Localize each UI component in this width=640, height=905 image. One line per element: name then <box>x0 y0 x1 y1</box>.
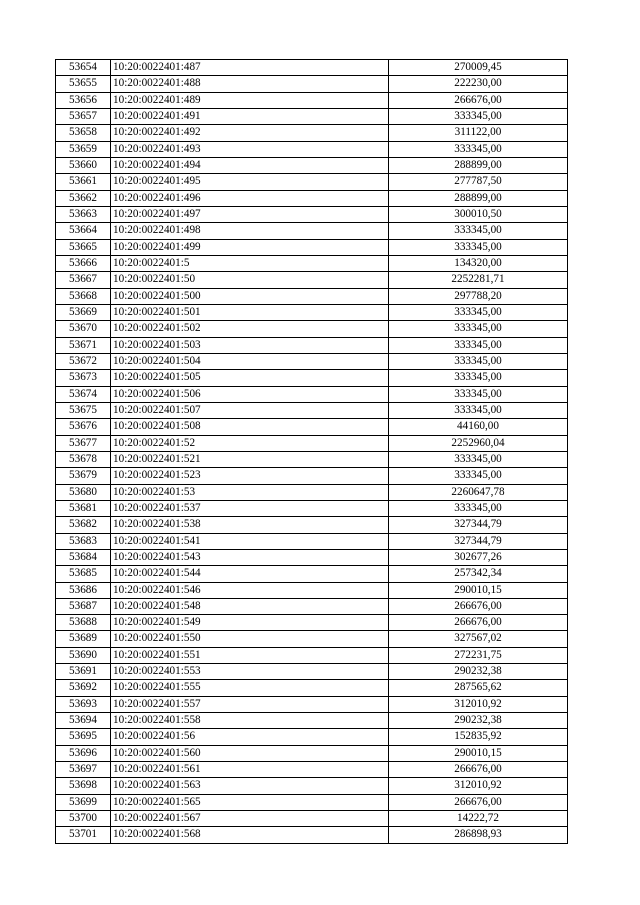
row-number-cell: 53677 <box>56 435 111 451</box>
row-number-cell: 53672 <box>56 353 111 369</box>
table-row <box>56 92 568 108</box>
cadastral-value-cell: 333345,00 <box>389 468 568 484</box>
table-row <box>56 206 568 222</box>
cadastral-value-cell: 134320,00 <box>389 255 568 271</box>
table-row <box>56 272 568 288</box>
table-row <box>56 762 568 778</box>
cadastral-number-cell: 10:20:0022401:501 <box>111 304 389 320</box>
cadastral-value-cell: 297788,20 <box>389 288 568 304</box>
row-number-cell: 53683 <box>56 533 111 549</box>
row-number-cell: 53700 <box>56 811 111 827</box>
row-number-cell: 53690 <box>56 647 111 663</box>
row-number-cell: 53691 <box>56 664 111 680</box>
table-row <box>56 794 568 810</box>
cadastral-number-cell: 10:20:0022401:523 <box>111 468 389 484</box>
cadastral-number-cell: 10:20:0022401:488 <box>111 76 389 92</box>
cadastral-value-cell: 290232,38 <box>389 713 568 729</box>
cadastral-value-cell: 327344,79 <box>389 517 568 533</box>
table-row <box>56 484 568 500</box>
table-row <box>56 680 568 696</box>
cadastral-number-cell: 10:20:0022401:491 <box>111 108 389 124</box>
cadastral-number-cell: 10:20:0022401:565 <box>111 794 389 810</box>
table-row <box>56 827 568 843</box>
row-number-cell: 53658 <box>56 125 111 141</box>
cadastral-number-cell: 10:20:0022401:5 <box>111 255 389 271</box>
cadastral-value-cell: 152835,92 <box>389 729 568 745</box>
cadastral-value-cell: 312010,92 <box>389 696 568 712</box>
cadastral-value-cell: 266676,00 <box>389 794 568 810</box>
row-number-cell: 53679 <box>56 468 111 484</box>
cadastral-number-cell: 10:20:0022401:521 <box>111 451 389 467</box>
cadastral-value-cell: 2260647,78 <box>389 484 568 500</box>
cadastral-number-cell: 10:20:0022401:499 <box>111 239 389 255</box>
row-number-cell: 53682 <box>56 517 111 533</box>
cadastral-value-table <box>55 59 568 844</box>
table-row <box>56 141 568 157</box>
table-row <box>56 353 568 369</box>
cadastral-number-cell: 10:20:0022401:504 <box>111 353 389 369</box>
row-number-cell: 53660 <box>56 157 111 173</box>
cadastral-number-cell: 10:20:0022401:56 <box>111 729 389 745</box>
cadastral-number-cell: 10:20:0022401:495 <box>111 174 389 190</box>
table-row <box>56 370 568 386</box>
cadastral-number-cell: 10:20:0022401:558 <box>111 713 389 729</box>
row-number-cell: 53670 <box>56 321 111 337</box>
cadastral-number-cell: 10:20:0022401:544 <box>111 566 389 582</box>
cadastral-value-cell: 266676,00 <box>389 92 568 108</box>
cadastral-value-cell: 333345,00 <box>389 304 568 320</box>
cadastral-number-cell: 10:20:0022401:557 <box>111 696 389 712</box>
table-body <box>56 60 568 844</box>
cadastral-value-cell: 2252960,04 <box>389 435 568 451</box>
row-number-cell: 53678 <box>56 451 111 467</box>
table-row <box>56 598 568 614</box>
table-row <box>56 631 568 647</box>
cadastral-number-cell: 10:20:0022401:560 <box>111 745 389 761</box>
row-number-cell: 53676 <box>56 419 111 435</box>
cadastral-value-cell: 311122,00 <box>389 125 568 141</box>
cadastral-number-cell: 10:20:0022401:567 <box>111 811 389 827</box>
cadastral-number-cell: 10:20:0022401:561 <box>111 762 389 778</box>
row-number-cell: 53663 <box>56 206 111 222</box>
row-number-cell: 53694 <box>56 713 111 729</box>
cadastral-number-cell: 10:20:0022401:500 <box>111 288 389 304</box>
row-number-cell: 53666 <box>56 255 111 271</box>
cadastral-value-cell: 290232,38 <box>389 664 568 680</box>
cadastral-number-cell: 10:20:0022401:543 <box>111 549 389 565</box>
cadastral-value-cell: 312010,92 <box>389 778 568 794</box>
cadastral-value-cell: 302677,26 <box>389 549 568 565</box>
row-number-cell: 53667 <box>56 272 111 288</box>
table-row <box>56 566 568 582</box>
table-row <box>56 696 568 712</box>
row-number-cell: 53665 <box>56 239 111 255</box>
cadastral-value-cell: 266676,00 <box>389 762 568 778</box>
cadastral-value-cell: 14222,72 <box>389 811 568 827</box>
table-row <box>56 125 568 141</box>
table-row <box>56 664 568 680</box>
table-row <box>56 239 568 255</box>
cadastral-number-cell: 10:20:0022401:549 <box>111 615 389 631</box>
cadastral-number-cell: 10:20:0022401:551 <box>111 647 389 663</box>
cadastral-value-cell: 333345,00 <box>389 321 568 337</box>
cadastral-number-cell: 10:20:0022401:489 <box>111 92 389 108</box>
row-number-cell: 53656 <box>56 92 111 108</box>
row-number-cell: 53699 <box>56 794 111 810</box>
cadastral-number-cell: 10:20:0022401:550 <box>111 631 389 647</box>
row-number-cell: 53687 <box>56 598 111 614</box>
row-number-cell: 53655 <box>56 76 111 92</box>
cadastral-value-cell: 333345,00 <box>389 500 568 516</box>
cadastral-number-cell: 10:20:0022401:53 <box>111 484 389 500</box>
cadastral-number-cell: 10:20:0022401:494 <box>111 157 389 173</box>
row-number-cell: 53664 <box>56 223 111 239</box>
cadastral-value-cell: 333345,00 <box>389 353 568 369</box>
cadastral-value-cell: 44160,00 <box>389 419 568 435</box>
table-row <box>56 60 568 76</box>
cadastral-number-cell: 10:20:0022401:555 <box>111 680 389 696</box>
cadastral-number-cell: 10:20:0022401:497 <box>111 206 389 222</box>
cadastral-value-cell: 333345,00 <box>389 402 568 418</box>
table-row <box>56 549 568 565</box>
table-row <box>56 435 568 451</box>
cadastral-number-cell: 10:20:0022401:493 <box>111 141 389 157</box>
cadastral-number-cell: 10:20:0022401:537 <box>111 500 389 516</box>
row-number-cell: 53696 <box>56 745 111 761</box>
row-number-cell: 53669 <box>56 304 111 320</box>
cadastral-number-cell: 10:20:0022401:508 <box>111 419 389 435</box>
cadastral-value-cell: 333345,00 <box>389 239 568 255</box>
table-row <box>56 386 568 402</box>
cadastral-value-cell: 272231,75 <box>389 647 568 663</box>
cadastral-value-cell: 290010,15 <box>389 582 568 598</box>
row-number-cell: 53680 <box>56 484 111 500</box>
row-number-cell: 53695 <box>56 729 111 745</box>
table-row <box>56 255 568 271</box>
cadastral-value-cell: 286898,93 <box>389 827 568 843</box>
row-number-cell: 53698 <box>56 778 111 794</box>
cadastral-number-cell: 10:20:0022401:503 <box>111 337 389 353</box>
cadastral-number-cell: 10:20:0022401:505 <box>111 370 389 386</box>
cadastral-value-cell: 333345,00 <box>389 370 568 386</box>
table-row <box>56 223 568 239</box>
cadastral-value-cell: 333345,00 <box>389 141 568 157</box>
cadastral-value-cell: 270009,45 <box>389 60 568 76</box>
table-row <box>56 745 568 761</box>
cadastral-number-cell: 10:20:0022401:548 <box>111 598 389 614</box>
cadastral-number-cell: 10:20:0022401:568 <box>111 827 389 843</box>
table-row <box>56 468 568 484</box>
cadastral-number-cell: 10:20:0022401:563 <box>111 778 389 794</box>
cadastral-value-cell: 288899,00 <box>389 190 568 206</box>
row-number-cell: 53659 <box>56 141 111 157</box>
table-row <box>56 811 568 827</box>
cadastral-number-cell: 10:20:0022401:506 <box>111 386 389 402</box>
table-row <box>56 582 568 598</box>
table-row <box>56 615 568 631</box>
cadastral-number-cell: 10:20:0022401:52 <box>111 435 389 451</box>
row-number-cell: 53657 <box>56 108 111 124</box>
cadastral-value-cell: 2252281,71 <box>389 272 568 288</box>
table-row <box>56 76 568 92</box>
cadastral-value-cell: 327344,79 <box>389 533 568 549</box>
row-number-cell: 53674 <box>56 386 111 402</box>
row-number-cell: 53681 <box>56 500 111 516</box>
cadastral-value-cell: 333345,00 <box>389 337 568 353</box>
cadastral-value-cell: 333345,00 <box>389 451 568 467</box>
table-row <box>56 713 568 729</box>
row-number-cell: 53685 <box>56 566 111 582</box>
cadastral-value-cell: 333345,00 <box>389 386 568 402</box>
cadastral-value-cell: 257342,34 <box>389 566 568 582</box>
cadastral-number-cell: 10:20:0022401:541 <box>111 533 389 549</box>
cadastral-number-cell: 10:20:0022401:538 <box>111 517 389 533</box>
table-row <box>56 500 568 516</box>
table-row <box>56 517 568 533</box>
row-number-cell: 53662 <box>56 190 111 206</box>
row-number-cell: 53692 <box>56 680 111 696</box>
row-number-cell: 53671 <box>56 337 111 353</box>
row-number-cell: 53697 <box>56 762 111 778</box>
cadastral-value-cell: 288899,00 <box>389 157 568 173</box>
table-row <box>56 533 568 549</box>
row-number-cell: 53668 <box>56 288 111 304</box>
table-row <box>56 451 568 467</box>
row-number-cell: 53661 <box>56 174 111 190</box>
cadastral-value-cell: 333345,00 <box>389 223 568 239</box>
table-row <box>56 190 568 206</box>
table-row <box>56 108 568 124</box>
table-row <box>56 419 568 435</box>
cadastral-number-cell: 10:20:0022401:50 <box>111 272 389 288</box>
table-row <box>56 174 568 190</box>
table-row <box>56 288 568 304</box>
cadastral-value-cell: 333345,00 <box>389 108 568 124</box>
row-number-cell: 53673 <box>56 370 111 386</box>
table-row <box>56 729 568 745</box>
table-row <box>56 304 568 320</box>
cadastral-value-cell: 300010,50 <box>389 206 568 222</box>
row-number-cell: 53654 <box>56 60 111 76</box>
table-row <box>56 647 568 663</box>
cadastral-number-cell: 10:20:0022401:553 <box>111 664 389 680</box>
row-number-cell: 53688 <box>56 615 111 631</box>
row-number-cell: 53701 <box>56 827 111 843</box>
cadastral-number-cell: 10:20:0022401:546 <box>111 582 389 598</box>
row-number-cell: 53689 <box>56 631 111 647</box>
cadastral-number-cell: 10:20:0022401:507 <box>111 402 389 418</box>
table-row <box>56 778 568 794</box>
cadastral-value-cell: 266676,00 <box>389 615 568 631</box>
row-number-cell: 53686 <box>56 582 111 598</box>
table-row <box>56 321 568 337</box>
cadastral-number-cell: 10:20:0022401:487 <box>111 60 389 76</box>
cadastral-value-cell: 327567,02 <box>389 631 568 647</box>
cadastral-number-cell: 10:20:0022401:498 <box>111 223 389 239</box>
table-row <box>56 337 568 353</box>
cadastral-number-cell: 10:20:0022401:492 <box>111 125 389 141</box>
cadastral-number-cell: 10:20:0022401:502 <box>111 321 389 337</box>
cadastral-value-cell: 287565,62 <box>389 680 568 696</box>
cadastral-value-cell: 266676,00 <box>389 598 568 614</box>
cadastral-number-cell: 10:20:0022401:496 <box>111 190 389 206</box>
row-number-cell: 53684 <box>56 549 111 565</box>
table-row <box>56 402 568 418</box>
cadastral-value-cell: 222230,00 <box>389 76 568 92</box>
row-number-cell: 53675 <box>56 402 111 418</box>
cadastral-value-cell: 277787,50 <box>389 174 568 190</box>
table-row <box>56 157 568 173</box>
row-number-cell: 53693 <box>56 696 111 712</box>
cadastral-value-cell: 290010,15 <box>389 745 568 761</box>
